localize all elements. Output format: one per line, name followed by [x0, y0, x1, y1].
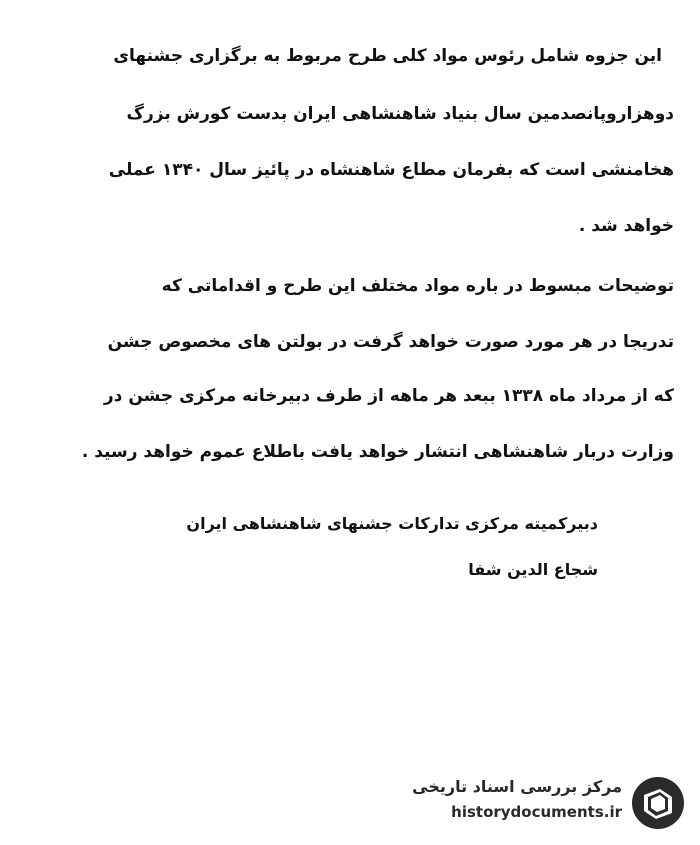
watermark-url: historydocuments.ir: [451, 803, 622, 821]
body-line-3: هخامنشی است که بفرمان مطاع شاهنشاه در پائیز سال ۱۳۴۰ عملی: [108, 160, 674, 180]
body-line-7: که از مرداد ماه ۱۳۳۸ ببعد هر ماهه از طرف دبیرخانه مرکزی جشن در: [103, 386, 674, 406]
body-line-6: تدریجا در هر مورد صورت خواهد گرفت در بولتن های مخصوص جشن: [107, 332, 674, 352]
document-archive-logo-icon: [630, 775, 686, 831]
watermark-title: مرکز بررسی اسناد تاریخی: [412, 777, 622, 796]
body-line-1: این جزوه شامل رئوس مواد کلی طرح مربوط به برگزاری جشنهای: [113, 46, 662, 66]
body-line-2: دوهزاروپانصدمین سال بنیاد شاهنشاهی ایران بدست کورش بزرگ: [126, 104, 674, 124]
signature-title: دبیرکمیته مرکزی تدارکات جشنهای شاهنشاهی ایران: [186, 514, 598, 533]
signature-name: شجاع الدین شفا: [468, 560, 598, 579]
body-line-8: وزارت دربار شاهنشاهی انتشار خواهد یافت باطلاع عموم خواهد رسید .: [81, 442, 674, 462]
body-line-5: توضیحات مبسوط در باره مواد مختلف این طرح و اقداماتی که: [161, 276, 674, 296]
body-line-4: خواهد شد .: [578, 216, 674, 236]
watermark: [396, 773, 686, 831]
